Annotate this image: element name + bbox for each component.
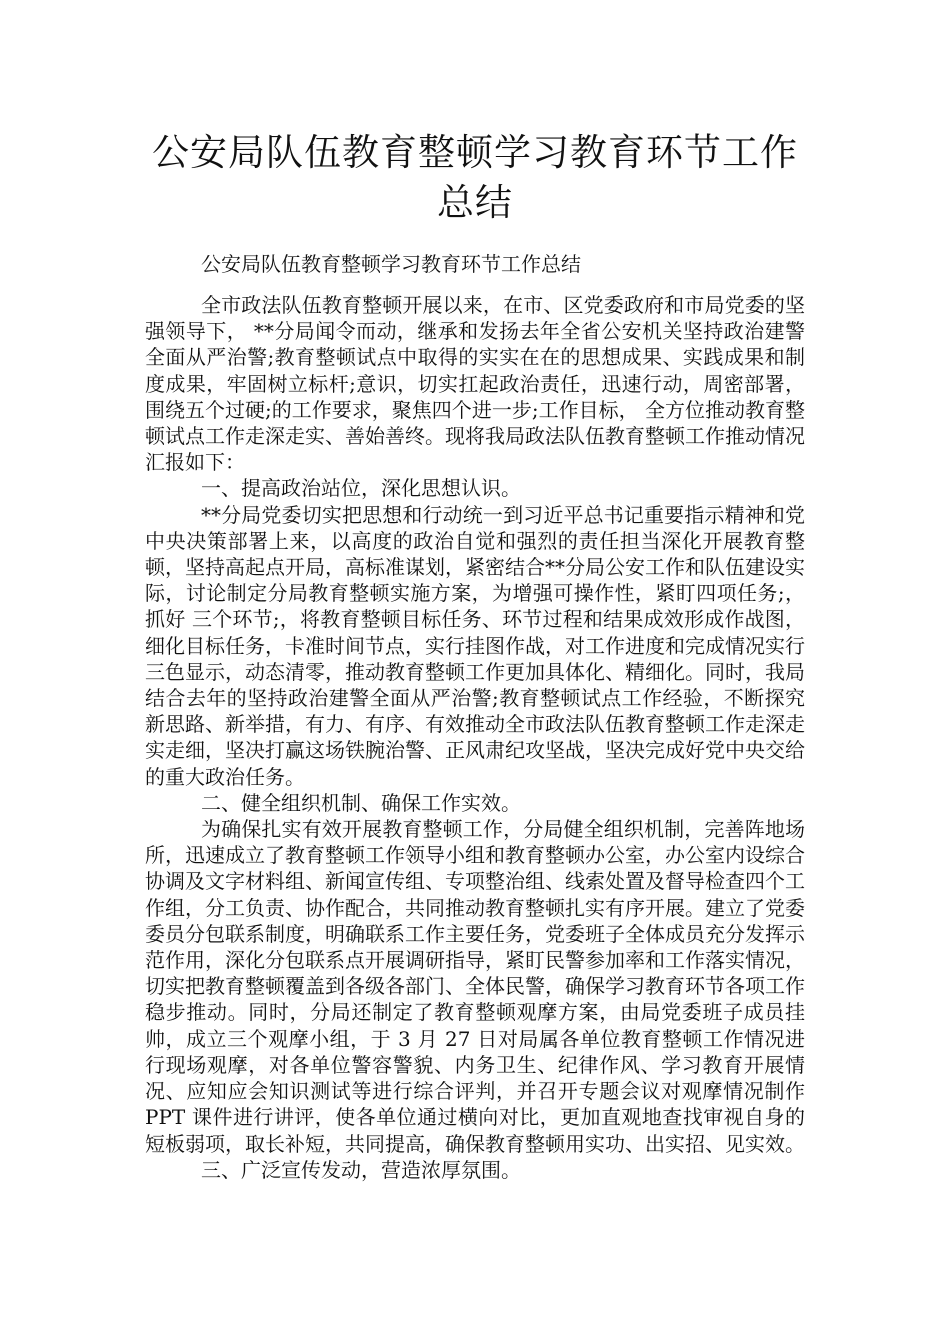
section-heading-3: 三、广泛宣传发动，营造浓厚氛围。 [201, 1157, 521, 1182]
body-paragraph-intro: 全市政法队伍教育整顿开展以来，在市、区党委政府和市局党委的坚强领导下， **分局闻令而动，继承和发扬去年全省公安机关坚持政治建警全面从严治警;教育整顿试点中取得的实实在在的思想成果、实践成果和制度成果，牢固树立标杆;意识，切实扛起政治责任，迅速行动，周密部署，围绕五个过硬;的工作要求，聚焦四个进一步;工作目标， 全方位推动教育整顿试点工作走深走实、善始善终。现将我局政法队伍教育整顿工作推动情况汇报如下： [145, 293, 805, 475]
section-heading-1: 一、提高政治站位，深化思想认识。 [201, 476, 521, 501]
body-paragraph-section-2: 为确保扎实有效开展教育整顿工作，分局健全组织机制，完善阵地场所，迅速成立了教育整顿工作领导小组和教育整顿办公室，办公室内设综合协调及文字材料组、新闻宣传组、专项整治组、线索处置及督导检查四个工作组，分工负责、协作配合，共同推动教育整顿扎实有序开展。建立了党委委员分包联系制度，明确联系工作主要任务，党委班子全体成员充分发挥示范作用，深化分包联系点开展调研指导，紧盯民警参加率和工作落实情况，切实把教育整顿覆盖到各级各部门、全体民警，确保学习教育环节各项工作稳步推动。同时，分局还制定了教育整顿观摩方案，由局党委班子成员挂帅，成立三个观摩小组，于 3 月 27 日对局属各单位教育整顿工作情况进行现场观摩，对各单位警容警貌、内务卫生、纪律作风、学习教育开展情况、应知应会知识测试等进行综合评判，并召开专题会议对观摩情况制作 PPT 课件进行讲评，使各单位通过横向对比，更加直观地查找审视自身的短板弱项，取长补短，共同提高，确保教育整顿用实功、出实招、见实效。 [145, 817, 805, 1156]
document-body [145, 292, 805, 1183]
section-heading-2: 二、健全组织机制、确保工作实效。 [201, 790, 521, 815]
document-subtitle: 公安局队伍教育整顿学习教育环节工作总结 [201, 252, 581, 276]
body-paragraph-section-1: **分局党委切实把思想和行动统一到习近平总书记重要指示精神和党中央决策部署上来，以高度的政治自觉和强烈的责任担当深化开展教育整顿，坚持高起点开局，高标准谋划，紧密结合**分局公安工作和队伍建设实际，讨论制定分局教育整顿实施方案，为增强可操作性，紧盯四项任务;，抓好 三个环节;，将教育整顿目标任务、环节过程和结果成效形成作战图，细化目标任务，卡准时间节点，实行挂图作战，对工作进度和完成情况实行三色显示，动态清零，推动教育整顿工作更加具体化、精细化。同时，我局结合去年的坚持政治建警全面从严治警;教育整顿试点工作经验，不断探究新思路、新举措，有力、有序、有效推动全市政法队伍教育整顿工作走深走实走细，坚决打赢这场铁腕治警、正风肃纪攻坚战，坚决完成好党中央交给的重大政治任务。 [145, 502, 805, 789]
document-title: 公安局队伍教育整顿学习教育环节工作总结 [152, 131, 798, 224]
